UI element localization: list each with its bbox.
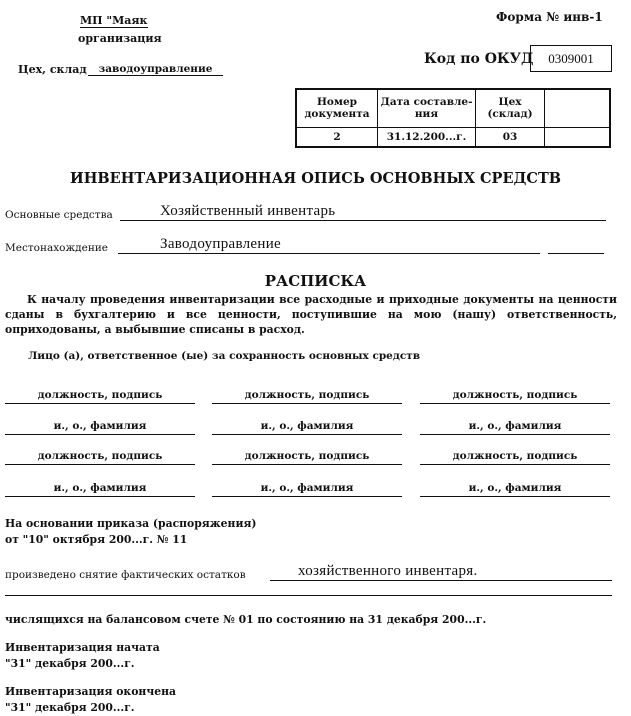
organization-label: организация	[78, 32, 162, 45]
header-workshop: Цех (склад)	[476, 89, 545, 127]
balance-text: числящихся на балансовом счете № 01 по состоянию на 31 декабря 200...г.	[5, 613, 487, 626]
workshop-label: Цех, склад	[18, 63, 87, 76]
location-value: Заводоуправление	[160, 236, 282, 252]
position-signature-field-4: должность, подпись	[5, 450, 195, 465]
position-signature-field-2: должность, подпись	[212, 389, 402, 404]
removal-value: хозяйственного инвентаря.	[298, 563, 478, 579]
name-field-1: и., о., фамилия	[5, 420, 195, 435]
receipt-text: К началу проведения инвентаризации все расходные и приходные документы на ценности сданы в бухгалтерию и все ценности, поступившие на мою (нашу) ответственность, оприходованы, а выбывшие списаны в расход.	[5, 293, 617, 336]
assets-value: Хозяйственный инвентарь	[160, 203, 336, 219]
inventory-started-date: "31" декабря 200...г.	[5, 657, 135, 670]
inventory-ended-label: Инвентаризация окончена	[5, 685, 176, 698]
location-label: Местонахождение	[5, 242, 109, 254]
name-field-3: и., о., фамилия	[420, 420, 610, 435]
position-signature-field-1: должность, подпись	[5, 389, 195, 404]
date-value: 31.12.200...г.	[378, 127, 476, 147]
position-signature-field-6: должность, подпись	[420, 450, 610, 465]
name-field-4: и., о., фамилия	[5, 482, 195, 497]
document-info-table	[295, 88, 611, 148]
removal-label: произведено снятие фактических остатков	[5, 569, 246, 581]
assets-label: Основные средства	[5, 209, 113, 221]
inventory-started-label: Инвентаризация начата	[5, 641, 160, 654]
okud-label: Код по ОКУД	[424, 51, 534, 67]
workshop-code-value: 03	[476, 127, 545, 147]
okud-code: 0309001	[530, 45, 612, 72]
responsible-label: Лицо (а), ответственное (ые) за сохранность основных средств	[28, 350, 421, 362]
order-line-2: от "10" октября 200...г. № 11	[5, 533, 188, 546]
header-doc-number: Номер документа	[296, 89, 378, 127]
header-date: Дата составле-ния	[378, 89, 476, 127]
position-signature-field-3: должность, подпись	[420, 389, 610, 404]
empty-value	[545, 127, 611, 147]
order-line-1: На основании приказа (распоряжения)	[5, 517, 257, 530]
name-field-5: и., о., фамилия	[212, 482, 402, 497]
inventory-ended-date: "31" декабря 200...г.	[5, 701, 135, 714]
receipt-title: РАСПИСКА	[264, 272, 367, 290]
position-signature-field-5: должность, подпись	[212, 450, 402, 465]
organization-value: МП "Маяк	[80, 14, 148, 27]
header-empty	[545, 89, 611, 127]
doc-number-value: 2	[296, 127, 378, 147]
workshop-value: заводоуправление	[88, 63, 223, 76]
name-field-6: и., о., фамилия	[420, 482, 610, 497]
form-number: Форма № инв-1	[496, 10, 603, 24]
name-field-2: и., о., фамилия	[212, 420, 402, 435]
document-title: ИНВЕНТАРИЗАЦИОННАЯ ОПИСЬ ОСНОВНЫХ СРЕДСТВ	[70, 170, 561, 187]
